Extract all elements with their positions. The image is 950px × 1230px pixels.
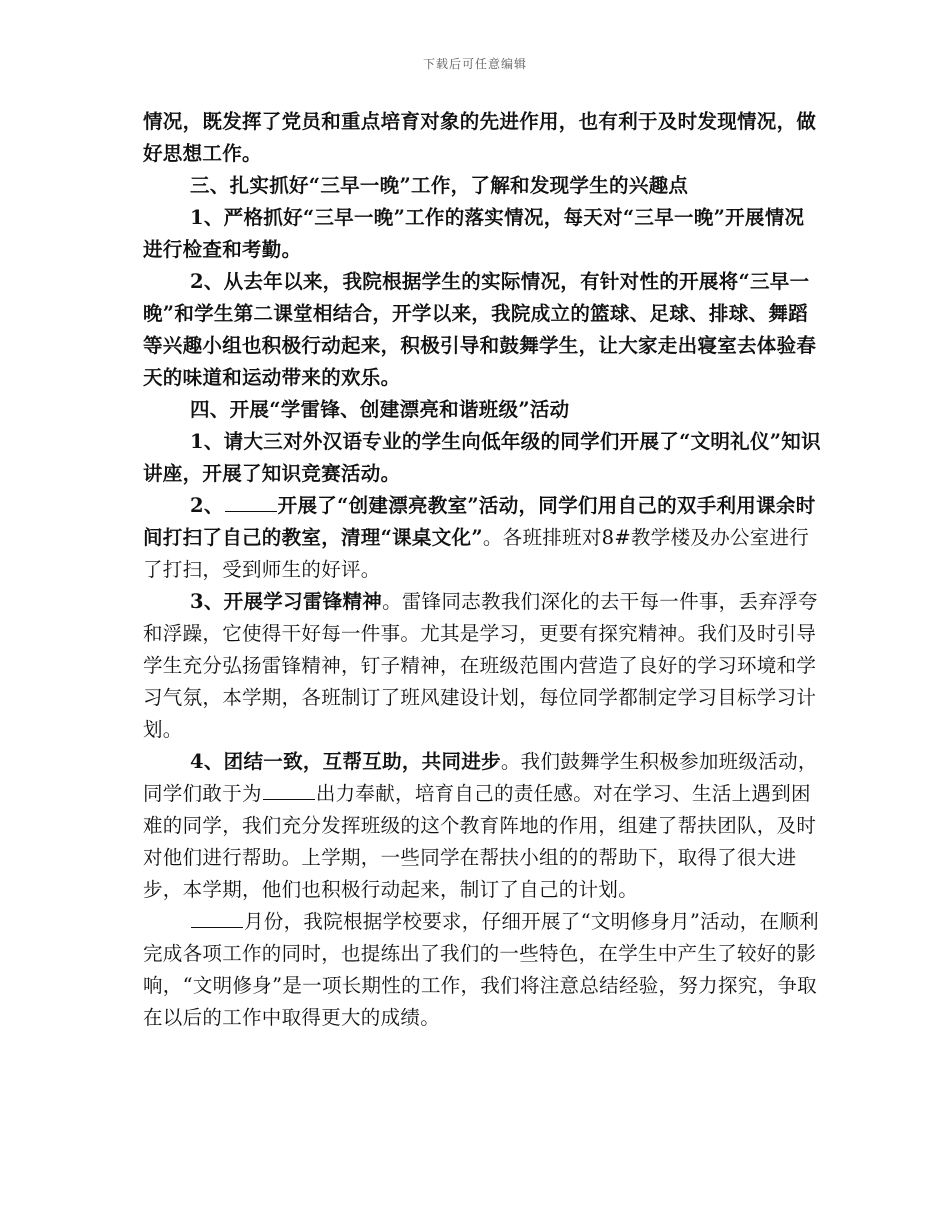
paragraph-9 [143,746,823,906]
section-heading-3: 三、扎实抓好“三早一晚”工作，了解和发现学生的兴趣点 [190,174,689,197]
paragraph-4: 2、从去年以来，我院根据学生的实际情况，有针对性的开展将“三早一晚”和学生第二课堂相结合，开学以来，我院成立的篮球、足球、排球、舞蹈等兴趣小组也积极行动起来，积极引导和鼓舞学生，让大家走出寝室去体验春天的味道和运动带来的欢乐。 [143,270,817,389]
paragraph-9-body: 。我们鼓舞学生积极参加班级活动，同学们敢于为 [143,750,818,805]
paragraph-7 [143,490,823,586]
paragraph-8 [143,586,823,746]
section-heading-4: 四、开展“学雷锋、创建漂亮和谐班级”活动 [190,398,570,421]
paragraph-6: 1、请大三对外汉语专业的学生向低年级的同学们开展了“文明礼仪”知识讲座，开展了知识竞赛活动。 [143,430,821,485]
paragraph-10-body: 月份，我院根据学校要求，仔细开展了“文明修身月”活动，在顺利完成各项工作的同时，也提练出了我们的一些特色，在学生中产生了较好的影响，“文明修身”是一项长期性的工作，我们将注意总结经验，努力探究，争取在以后的工作中取得更大的成绩。 [143,910,819,1029]
paragraph-3: 1、严格抓好“三早一晚”工作的落实情况，每天对“三早一晚”开展情况进行检查和考勤。 [143,206,805,261]
paragraph-8-body: 。雷锋同志教我们深化的去干每一件事，丢弃浮夸和浮躁，它使得干好每一件事。尤其是学习，更要有探究精神。我们及时引导学生充分弘扬雷锋精神，钉子精神，在班级范围内营造了良好的学习环境和学习气氛，本学期，各班制订了班风建设计划，每位同学都制定学习目标学习计划。 [143,590,818,741]
paragraph-1: 情况，既发挥了党员和重点培育对象的先进作用，也有利于及时发现情况，做好思想工作。 [143,110,817,165]
blank-line [263,779,315,800]
page-header: 下载后可任意编辑 [422,57,527,71]
paragraph-9-body-cont: 出力奉献，培育自己的责任感。对在学习、生活上遇到困难的同学，我们充分发挥班级的这个教育阵地的作用，组建了帮扶团队，及时对他们进行帮助。上学期，一些同学在帮扶小组的的帮助下，取得了很大进步，本学期，他们也积极行动起来，制订了自己的计划。 [143,782,817,901]
paragraph-7-bold: 开展了“创建漂亮教室”活动，同学们用自己的双手利用课余时间打扫了自己的教室，清理“课桌文化” [143,494,816,549]
paragraph-9-lead: 4、团结一致，互帮互助，共同进步 [190,750,501,773]
paragraph-7-normal: 。各班排班对8#教学楼及办公室进行了打扫，受到师生的好评。 [143,526,810,581]
blank-line [191,907,243,928]
blank-line [225,491,277,512]
paragraph-7-prefix: 2、 [190,494,224,517]
paragraph-8-lead: 3、开展学习雷锋精神 [190,590,383,613]
document-body [143,106,823,1034]
paragraph-10 [143,906,823,1034]
